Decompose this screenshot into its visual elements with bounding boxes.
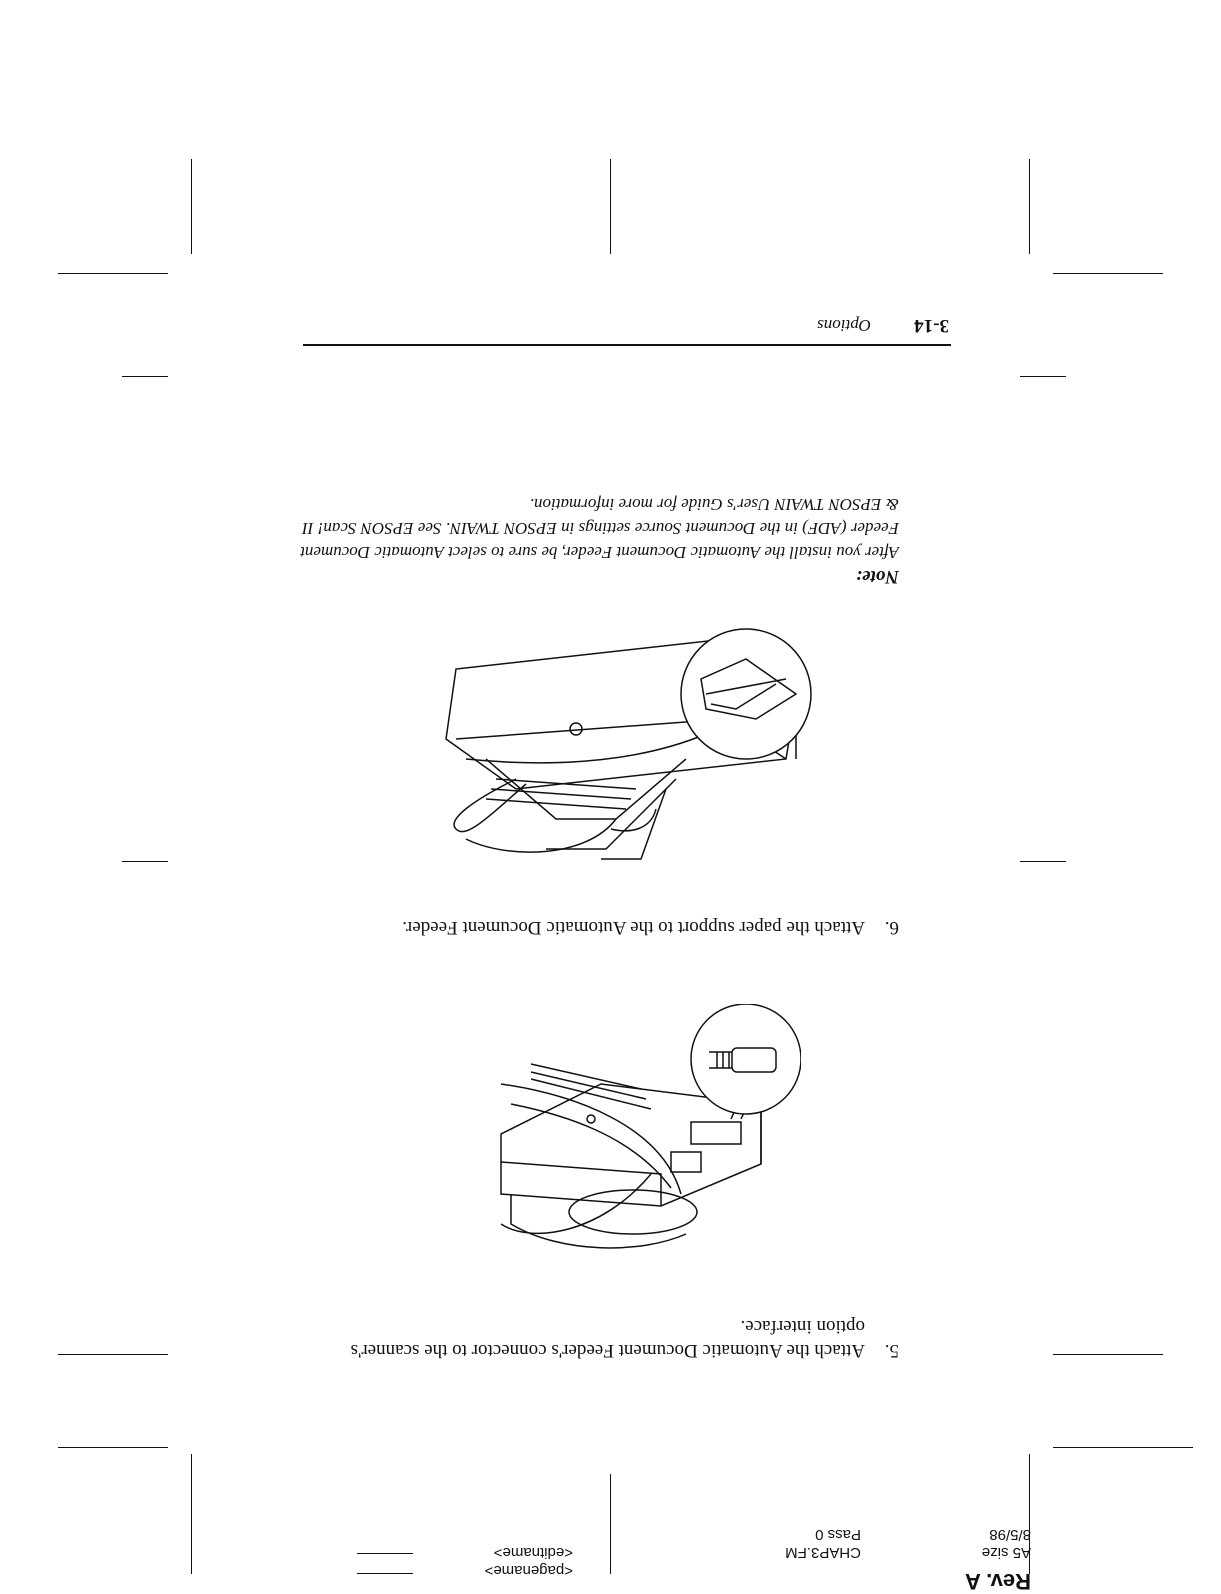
- crop-mark: [58, 1354, 168, 1355]
- crop-mark: [191, 159, 192, 254]
- step-number: 5.: [884, 1340, 899, 1361]
- crop-mark: [122, 376, 168, 377]
- step-6: [299, 909, 899, 939]
- step-number: 6.: [884, 917, 899, 938]
- step-5: [299, 1302, 899, 1362]
- crop-mark: [122, 861, 168, 862]
- crop-mark: [1053, 1354, 1163, 1355]
- date-label: 8/5/98: [989, 1526, 1031, 1543]
- crop-mark: [58, 1447, 168, 1448]
- page-number: 3-14: [914, 315, 949, 336]
- step-text: Attach the Automatic Document Feeder's connector to the scanner's option interface.: [350, 1316, 865, 1361]
- paper-support-illustration: [426, 599, 816, 879]
- crop-mark: [610, 1474, 611, 1574]
- crop-mark: [1053, 273, 1163, 274]
- pass-label: Pass 0: [815, 1526, 861, 1543]
- crop-mark: [1053, 1447, 1193, 1448]
- pagename-tag: <pagename>: [484, 1562, 573, 1579]
- crop-mark: [1020, 861, 1066, 862]
- crop-mark: [191, 1454, 192, 1574]
- step-text: Attach the paper support to the Automatic Document Feeder.: [402, 917, 865, 938]
- section-name: Options: [817, 316, 871, 335]
- slug-line: [357, 1553, 413, 1554]
- editname-tag: <editname>: [493, 1544, 573, 1561]
- size-label: A5 size: [981, 1544, 1031, 1561]
- note-title: Note:: [855, 566, 899, 587]
- scanner-connector-illustration: [461, 1004, 801, 1294]
- crop-mark: [1020, 376, 1066, 377]
- note-body: After you install the Automatic Document Feeder, be sure to select Automatic Document Feeder (ADF) in the Document Source settings in EPSON TWAIN. See EPSON Scan! II & EPSON TWAIN User's Guide for more information.: [300, 495, 899, 562]
- crop-mark: [58, 273, 168, 274]
- footer-rule: [303, 344, 951, 346]
- crop-mark: [1029, 159, 1030, 254]
- slug-line: [357, 1573, 413, 1574]
- revision-label: Rev. A: [964, 1569, 1031, 1594]
- crop-mark: [610, 159, 611, 254]
- file-label: CHAP3.FM: [785, 1544, 861, 1561]
